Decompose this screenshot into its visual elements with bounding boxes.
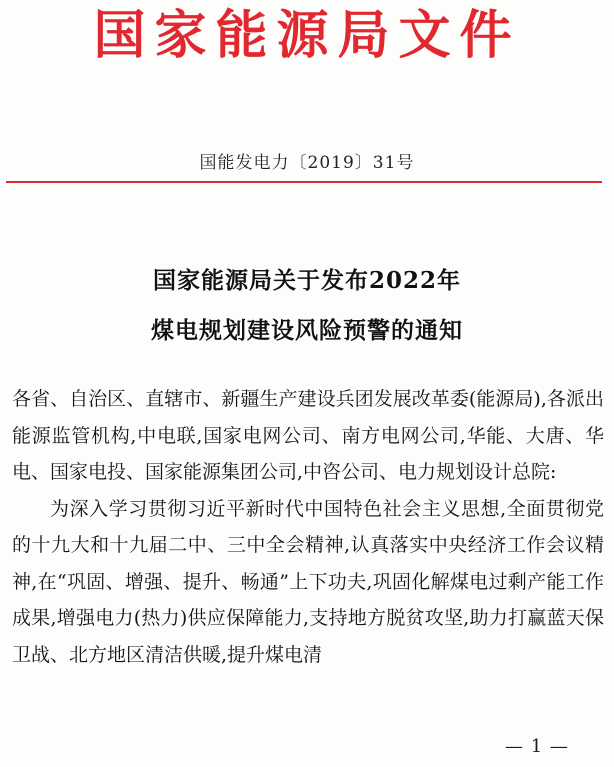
document-body [12, 381, 604, 673]
addressee-paragraph: 各省、自治区、直辖市、新疆生产建设兵团发展改革委(能源局),各派出能源监管机构,中电联,国家电网公司、南方电网公司,华能、大唐、华电、国家电投、国家能源集团公司,中咨公司、电力规划设计总院: [12, 388, 604, 483]
document-title-line-2: 煤电规划建设风险预警的通知 [151, 317, 463, 344]
issuing-authority-masthead: 国家能源局文件 [93, 6, 521, 66]
red-separator-line [6, 181, 602, 183]
document-number: 国能发电力〔2019〕31号 [199, 153, 415, 173]
page-number: — 1 — [505, 736, 569, 757]
document-title-line-1: 国家能源局关于发布2022年 [152, 267, 461, 294]
body-paragraph: 为深入学习贯彻习近平新时代中国特色社会主义思想,全面贯彻党的十九大和十九届二中、三中全会精神,认真落实中央经济工作会议精神,在“巩固、增强、提升、畅通”上下功夫,巩固化解煤电过剩产能工作成果,增强电力(热力)供应保障能力,支持地方脱贫攻坚,助力打赢蓝天保卫战、北方地区清洁供暖,提升煤电清 [12, 497, 604, 666]
